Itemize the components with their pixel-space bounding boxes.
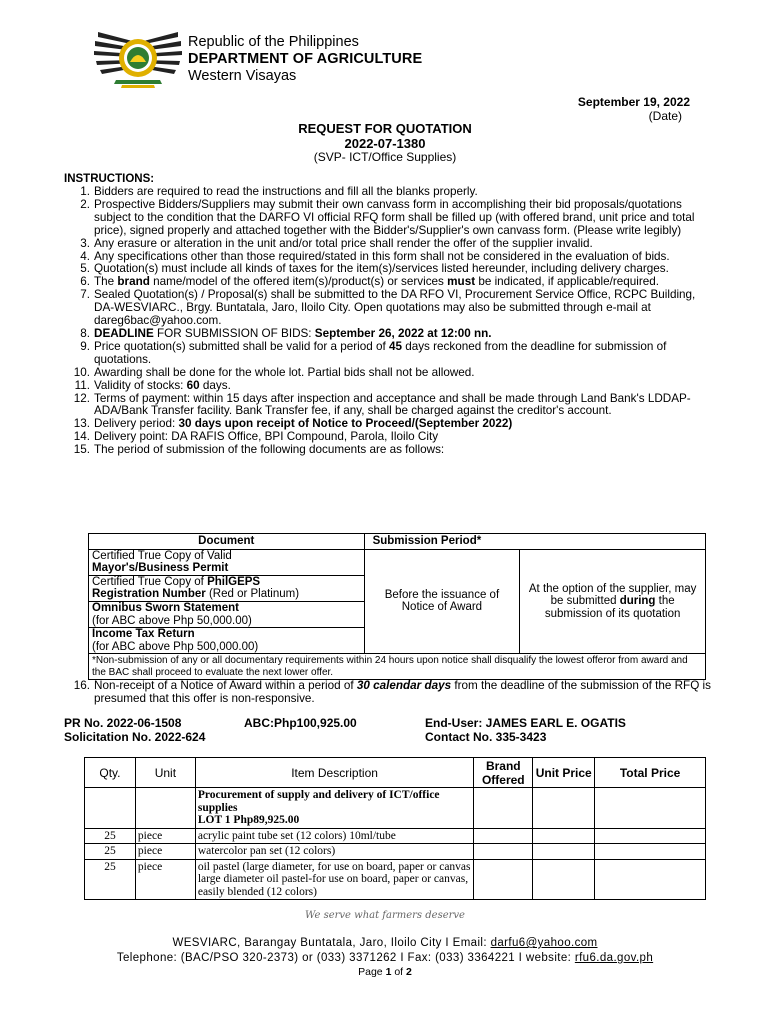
instruction-item: 3. Any erasure or alteration in the unit and/or total price shall render the offer of the supplier invalid. bbox=[80, 236, 593, 250]
unit-cell: piece bbox=[135, 844, 195, 860]
description-cell: oil pastel (large diameter, for use on board, paper or canvas large diameter oil pastel-for use on board, paper or canvas, easily blended (12 colors) bbox=[195, 859, 473, 900]
document-cell: Certified True Copy of Valid Mayor's/Business Permit bbox=[89, 549, 365, 575]
rfq-number: 2022-07-1380 bbox=[344, 136, 426, 151]
total-price-cell[interactable] bbox=[595, 828, 706, 844]
contact-number: Contact No. 335-3423 bbox=[425, 730, 547, 744]
period-at-option: At the option of the supplier, may be submitted during the submission of its quotation bbox=[520, 549, 706, 654]
da-logo-icon bbox=[92, 22, 184, 92]
brand-cell[interactable] bbox=[474, 828, 533, 844]
page-number: Page 1 of 2 bbox=[358, 966, 412, 978]
footer-address: WESVIARC, Barangay Buntatala, Jaro, Iloilo City I Email: darfu6@yahoo.com bbox=[172, 937, 598, 949]
instruction-item: 13. Delivery period: 30 days upon receipt of Notice to Proceed/(September 2022) bbox=[73, 417, 513, 431]
document-row bbox=[89, 549, 706, 575]
documents-table bbox=[88, 533, 706, 680]
document-cell: Omnibus Sworn Statement (for ABC above Php 50,000.00) bbox=[89, 601, 365, 627]
date-label: (Date) bbox=[648, 109, 682, 123]
document-date: September 19, 2022 bbox=[577, 95, 690, 109]
description-cell: watercolor pan set (12 colors) bbox=[195, 844, 473, 860]
instruction-item: 10. Awarding shall be done for the whole lot. Partial bids shall not be allowed. bbox=[73, 365, 475, 379]
instruction-item: 1. Bidders are required to read the instructions and fill all the blanks properly. bbox=[80, 185, 478, 198]
instruction-item: 8. DEADLINE FOR SUBMISSION OF BIDS: September 26, 2022 at 12:00 nn. bbox=[80, 326, 492, 340]
instruction-item: 2. Prospective Bidders/Suppliers may submit their own canvass form in accomplishing their bid proposals/quotations subject to the condition that the DARFO VI official RFQ form shall be filled up (with offered brand, unit price and total price), signed properly and attached together with the Bidder's/Supplier's own canvass form. (Please write legibly) bbox=[80, 197, 695, 237]
instruction-item: 5. Quotation(s) must include all kinds of taxes for the item(s)/services listed hereunder, including delivery charges. bbox=[80, 262, 669, 276]
instruction-item: 11. Validity of stocks: 60 days. bbox=[74, 378, 231, 392]
total-price-cell[interactable] bbox=[595, 788, 706, 829]
submission-period-header: Submission Period* bbox=[364, 534, 705, 550]
lot-description: Procurement of supply and delivery of ICT/office supplies LOT 1 Php89,925.00 bbox=[195, 788, 473, 829]
unit-cell: piece bbox=[135, 828, 195, 844]
abc-amount: ABC:Php100,925.00 bbox=[244, 716, 357, 730]
department-name: DEPARTMENT OF AGRICULTURE bbox=[188, 51, 423, 67]
instructions-title: INSTRUCTIONS: bbox=[64, 173, 155, 185]
instruction-item: 15. The period of submission of the following documents are as follows: bbox=[73, 443, 445, 457]
table-row bbox=[85, 844, 706, 860]
brand-header: Brand Offered bbox=[474, 758, 533, 788]
rfq-title: REQUEST FOR QUOTATION bbox=[298, 121, 472, 136]
instruction-item: 6. The brand name/model of the offered item(s)/product(s) or services must be indicated, if applicable/required. bbox=[80, 275, 659, 289]
end-user-block bbox=[425, 716, 626, 744]
documents-header-row bbox=[89, 534, 706, 550]
qty-cell: 25 bbox=[85, 828, 136, 844]
pr-number: PR No. 2022-06-1508 bbox=[64, 716, 182, 730]
items-table bbox=[84, 757, 706, 900]
total-price-header: Total Price bbox=[595, 758, 706, 788]
republic-label: Republic of the Philippines bbox=[188, 34, 359, 50]
qty-header: Qty. bbox=[85, 758, 136, 788]
description-header: Item Description bbox=[195, 758, 473, 788]
period-before-award: Before the issuance of Notice of Award bbox=[364, 549, 520, 654]
qty-cell: 25 bbox=[85, 844, 136, 860]
qty-cell: 25 bbox=[85, 859, 136, 900]
items-header-row bbox=[85, 758, 706, 788]
end-user: End-User: JAMES EARL E. OGATIS bbox=[425, 716, 626, 730]
unit-header: Unit bbox=[135, 758, 195, 788]
rfq-subtitle: (SVP- ICT/Office Supplies) bbox=[313, 150, 457, 164]
instruction-item: 7. Sealed Quotation(s) / Proposal(s) shall be submitted to the DA RFO VI, Procurement Service Office, RCPC Building, DA-WESVIARC., Brgy. Buntatala, Jaro, Iloilo City. Open quotations may also be submitted through e-mail at dareg6bac@yahoo.com. bbox=[80, 288, 696, 328]
unit-price-cell[interactable] bbox=[533, 844, 595, 860]
total-price-cell[interactable] bbox=[595, 844, 706, 860]
instruction-item: 9. Price quotation(s) submitted shall be valid for a period of 45 days reckoned from the deadline for submission of quotations. bbox=[80, 339, 667, 366]
footer-contacts: Telephone: (BAC/PSO 320-2373) or (033) 3371262 I Fax: (033) 3364221 I website: rfu6.da.gov.ph bbox=[116, 952, 654, 964]
instruction-item: 12. Terms of payment: within 15 days after inspection and acceptance and shall be made through Land Bank's LDDAP-ADA/Bank Transfer facility. Bank Transfer fee, if any, shall be charged against the creditor's account. bbox=[73, 391, 691, 418]
slogan: We serve what farmers deserve bbox=[305, 910, 465, 921]
region-name: Western Visayas bbox=[188, 68, 297, 84]
table-row bbox=[85, 828, 706, 844]
website-link[interactable]: rfu6.da.gov.ph bbox=[574, 952, 654, 964]
document-cell: Certified True Copy of PhilGEPS Registration Number (Red or Platinum) bbox=[89, 575, 365, 601]
email-link[interactable]: darfu6@yahoo.com bbox=[490, 937, 598, 949]
instruction-item: 4. Any specifications other than those required/stated in this form shall not be considered in the evaluation of bids. bbox=[80, 249, 670, 263]
brand-cell[interactable] bbox=[474, 844, 533, 860]
instruction-item: 14. Delivery point: DA RAFIS Office, BPI Compound, Parola, Iloilo City bbox=[73, 430, 439, 444]
unit-price-cell[interactable] bbox=[533, 788, 595, 829]
document-cell: Income Tax Return (for ABC above Php 500,000.00) bbox=[89, 628, 365, 654]
instructions-list bbox=[64, 186, 714, 457]
unit-price-cell[interactable] bbox=[533, 859, 595, 900]
document-column-header: Document bbox=[89, 534, 365, 550]
instruction-item-16: 16. Non-receipt of a Notice of Award within a period of 30 calendar days from the deadline of the submission of the RFQ is presumed that this offer is non-responsive. bbox=[73, 679, 711, 705]
unit-price-header: Unit Price bbox=[533, 758, 595, 788]
total-price-cell[interactable] bbox=[595, 859, 706, 900]
lot-row bbox=[85, 788, 706, 829]
solicitation-number: Solicitation No. 2022-624 bbox=[64, 730, 206, 744]
pr-block bbox=[64, 716, 205, 744]
description-cell: acrylic paint tube set (12 colors) 10ml/tube bbox=[195, 828, 473, 844]
brand-cell[interactable] bbox=[474, 788, 533, 829]
documents-note: *Non-submission of any or all documentary requirements within 24 hours upon notice shall disqualify the lowest offeror from award and the BAC shall proceed to evaluate the next lower offer. bbox=[89, 654, 706, 680]
unit-price-cell[interactable] bbox=[533, 828, 595, 844]
brand-cell[interactable] bbox=[474, 859, 533, 900]
documents-note-row bbox=[89, 654, 706, 680]
table-row bbox=[85, 859, 706, 900]
unit-cell: piece bbox=[135, 859, 195, 900]
